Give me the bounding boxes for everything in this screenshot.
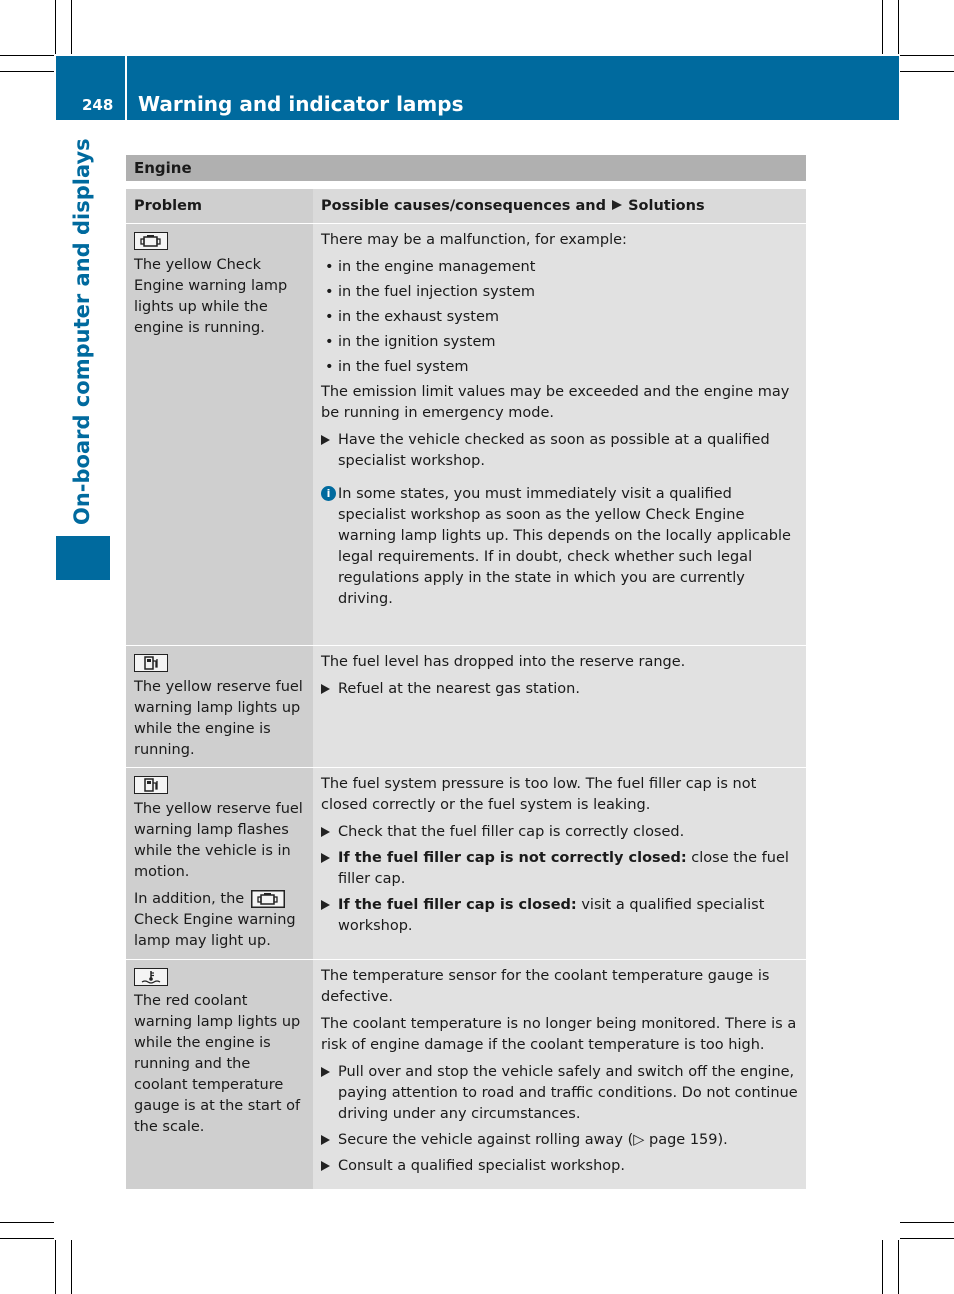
action-step: Check that the fuel filler cap is correctly closed. [321,822,798,843]
crop-mark [900,1238,954,1239]
info-note: i In some states, you must immediately visit a qualified specialist workshop as soon as the yellow Check Engine warning lamp lights up. This depends on the locally applicable legal requirements. If in doubt, check whether such legal regulations apply in the state in which you are currently driving. [321,484,798,610]
cause-intro: There may be a malfunction, for example: [321,232,627,248]
crop-mark [882,1240,883,1294]
action-step: Consult a qualified specialist workshop. [321,1156,798,1177]
chapter-title: On-board computer and displays [70,138,94,525]
crop-mark [0,55,54,56]
fuel-pump-icon [134,654,168,672]
crop-mark [900,55,954,56]
problem-cell [126,768,313,959]
problem-cell [126,646,313,767]
crop-mark [55,0,56,54]
action-arrow-icon [321,900,330,910]
solution-cell [313,960,806,1189]
cause-item: • in the ignition system [321,332,798,353]
consequence-text: The coolant temperature is no longer being monitored. There is a risk of engine damage if the coolant temperature is too high. [321,1016,797,1053]
solution-arrow-icon [611,199,623,211]
problem-text: The red coolant warning lamp lights up while the engine is running and the coolant temperature gauge is at the start of the scale. [134,993,301,1135]
cause-item: • in the exhaust system [321,307,798,328]
problem-text: The yellow reserve fuel warning lamp flashes while the vehicle is in motion. [134,801,303,880]
table-row [126,646,806,768]
action-arrow-icon [321,1161,330,1171]
table-row [126,960,806,1190]
crop-mark [0,1222,54,1223]
check-engine-icon [134,232,168,250]
action-arrow-icon [321,1067,330,1077]
page-number: 248 [82,96,114,114]
problem-text-addition: In addition, the Check Engine warning lamp may light up. [134,891,296,949]
action-step: Secure the vehicle against rolling away (▷ page 159). [321,1130,798,1151]
column-header-problem: Problem [126,189,313,223]
warning-lamp-table [126,189,806,1190]
crop-mark [0,71,54,72]
problem-cell [126,224,313,645]
section-heading [126,155,806,181]
crop-mark [898,1240,899,1294]
solution-cell [313,768,806,959]
problem-text: The yellow reserve fuel warning lamp lights up while the engine is running. [134,679,303,758]
table-row [126,768,806,960]
cause-text: The temperature sensor for the coolant temperature gauge is defective. [321,968,770,1005]
action-arrow-icon [321,684,330,694]
action-step: Pull over and stop the vehicle safely and switch off the engine, paying attention to road and traffic conditions. Do not continue driving under any circumstances. [321,1062,798,1125]
header-divider [125,56,127,120]
page-header [56,56,899,120]
crop-mark [55,1240,56,1294]
crop-mark [71,1240,72,1294]
cause-text: The fuel level has dropped into the reserve range. [321,654,686,670]
action-arrow-icon [321,853,330,863]
page-title: Warning and indicator lamps [138,92,464,116]
crop-mark [882,0,883,54]
consequence-text: The emission limit values may be exceeded and the engine may be running in emergency mode. [321,384,790,421]
fuel-pump-icon [134,776,168,794]
coolant-temperature-icon [134,968,168,986]
crop-mark [900,71,954,72]
info-icon: i [321,486,336,501]
action-step: Refuel at the nearest gas station. [321,679,798,700]
crop-mark [898,0,899,54]
column-header-solutions: Possible causes/consequences and Solutions [313,189,806,223]
action-arrow-icon [321,1135,330,1145]
action-arrow-icon [321,435,330,445]
solution-cell [313,224,806,645]
cause-item: • in the fuel system [321,357,798,378]
table-row [126,224,806,646]
chapter-tab-marker [56,536,110,580]
action-step: If the fuel filler cap is not correctly closed: close the fuel filler cap. [321,848,798,890]
cause-text: The fuel system pressure is too low. The fuel filler cap is not closed correctly or the fuel system is leaking. [321,776,757,813]
action-step: If the fuel filler cap is closed: visit a qualified specialist workshop. [321,895,798,937]
solution-cell [313,646,806,767]
crop-mark [71,0,72,54]
check-engine-icon [251,890,285,908]
table-header-row [126,189,806,224]
action-step: Have the vehicle checked as soon as possible at a qualified specialist workshop. [321,430,798,472]
problem-text: The yellow Check Engine warning lamp lights up while the engine is running. [134,257,288,336]
cause-item: • in the fuel injection system [321,282,798,303]
section-title: Engine [134,159,192,177]
crop-mark [900,1222,954,1223]
crop-mark [0,1238,54,1239]
problem-cell [126,960,313,1189]
action-arrow-icon [321,827,330,837]
cause-item: • in the engine management [321,257,798,278]
